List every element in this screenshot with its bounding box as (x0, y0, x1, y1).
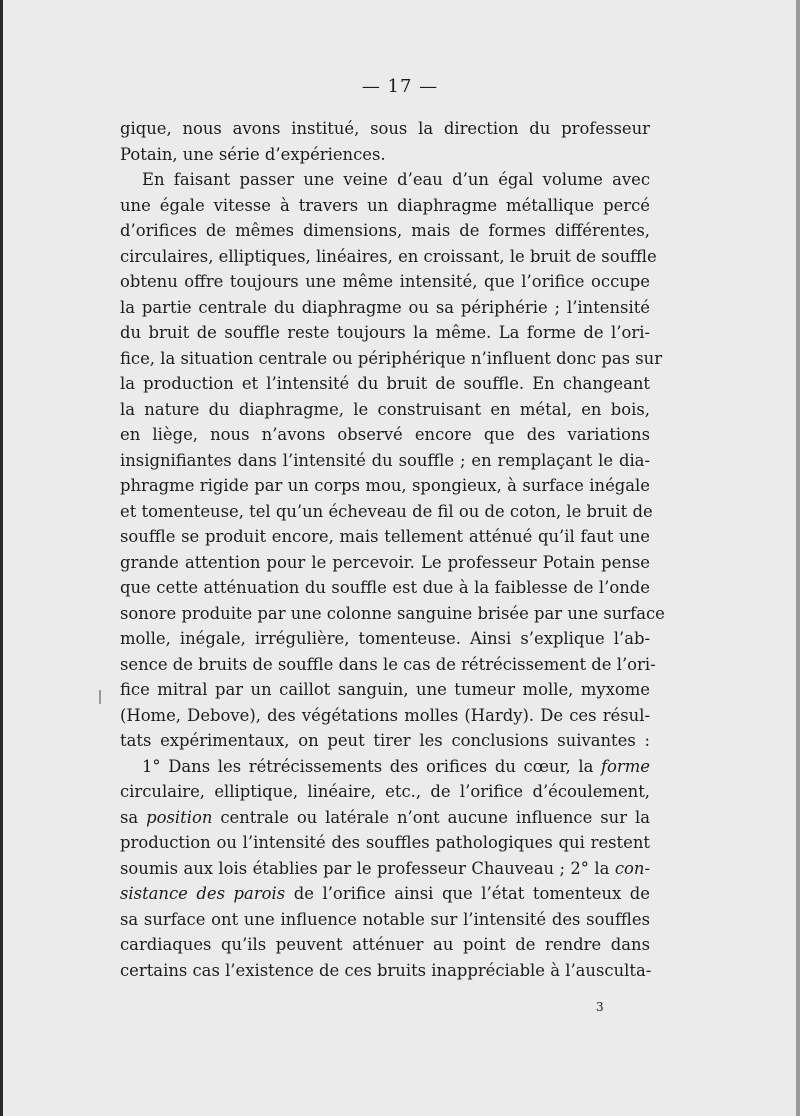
signature-mark: 3 (596, 1000, 604, 1014)
text-line: du bruit de souffle reste toujours la même. La forme de l’ori- (120, 323, 650, 342)
text-line: sonore produite par une colonne sanguine brisée par une surface (120, 603, 665, 623)
text-line: la partie centrale du diaphragme ou sa périphérie ; l’intensité (120, 297, 650, 317)
text-line: soumis aux lois établies par le professeur Chauveau ; 2° la con- (120, 858, 650, 878)
text-line: certains cas l’existence de ces bruits inappréciable à l’ausculta- (120, 960, 652, 980)
text-line: une égale vitesse à travers un diaphragme métallique percé (120, 195, 650, 215)
text-line: gique, nous avons institué, sous la direction du professeur (120, 119, 650, 138)
text-line: Potain, une série d’expériences. (120, 144, 386, 164)
text-line: et tomenteuse, tel qu’un écheveau de fil ou de coton, le bruit de (120, 501, 653, 521)
text-line: cardiaques qu’ils peuvent atténuer au point de rendre dans (120, 935, 650, 954)
text-line: souffle se produit encore, mais tellement atténué qu’il faut une (120, 527, 650, 546)
text-line: d’orifices de mêmes dimensions, mais de formes différentes, (120, 221, 650, 240)
text-line: fice mitral par un caillot sanguin, une tumeur molle, myxome (120, 680, 650, 699)
text-line: que cette atténuation du souffle est due à la faiblesse de l’onde (120, 578, 650, 597)
page-number: — 17 — (361, 76, 439, 97)
text-line: En faisant passer une veine d’eau d’un égal volume avec (142, 170, 650, 189)
text-line: insignifiantes dans l’intensité du souffle ; en remplaçant le dia- (120, 450, 650, 470)
text-line: circulaires, elliptiques, linéaires, en croissant, le bruit de souffle (120, 246, 657, 266)
text-line: (Home, Debove), des végétations molles (Hardy). De ces résul- (120, 705, 650, 725)
body-text (120, 116, 665, 983)
text-line: phragme rigide par un corps mou, spongieux, à surface inégale (120, 476, 650, 495)
scan-edge-right (796, 0, 800, 1116)
text-line: circulaire, elliptique, linéaire, etc., de l’orifice d’écoulement, (120, 782, 650, 801)
text-line: en liège, nous n’avons observé encore que des variations (120, 425, 650, 444)
text-line: production ou l’intensité des souffles pathologiques qui restent (120, 833, 650, 852)
text-line: 1° Dans les rétrécissements des orifices du cœur, la forme (142, 756, 650, 776)
text-line: sa position centrale ou latérale n’ont aucune influence sur la (120, 807, 650, 827)
text-line: obtenu offre toujours une même intensité, que l’orifice occupe (120, 272, 650, 291)
text-line: sence de bruits de souffle dans le cas de rétrécissement de l’ori- (120, 654, 656, 674)
text-line: sa surface ont une influence notable sur l’intensité des souffles (120, 909, 650, 929)
scan-edge-left (0, 0, 3, 1116)
text-line: grande attention pour le percevoir. Le professeur Potain pense (120, 552, 650, 572)
text-line: sistance des parois de l’orifice ainsi que l’état tomenteux de (120, 884, 650, 903)
text-line: tats expérimentaux, on peut tirer les conclusions suivantes : (120, 731, 650, 750)
text-line: fice, la situation centrale ou périphérique n’influent donc pas sur (120, 348, 663, 368)
text-line: la nature du diaphragme, le construisant en métal, en bois, (120, 399, 650, 419)
text-line: molle, inégale, irrégulière, tomenteuse. Ainsi s’explique l’ab- (120, 629, 650, 648)
margin-mark (99, 690, 101, 704)
text-line: la production et l’intensité du bruit de souffle. En changeant (120, 374, 650, 393)
